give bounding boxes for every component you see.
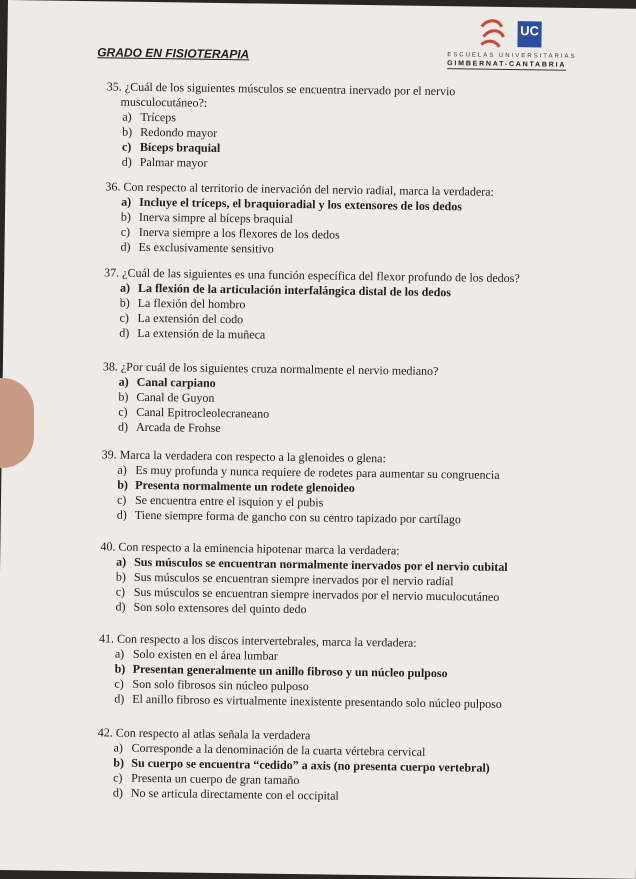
- logo-subtitle: ESCUELAS UNIVERSITARIAS: [447, 52, 577, 60]
- option-c: c) Bíceps braquial: [121, 139, 221, 155]
- question-42: [97, 725, 538, 806]
- option-a: a) Canal carpiano: [118, 374, 216, 390]
- option-d: d) Tiene siempre forma de gancho con su centro tapizado por cartílago: [116, 507, 461, 527]
- question-text: 42. Con respecto al atlas señala la verdadera: [97, 725, 311, 743]
- page-title: GRADO EN FISIOTERAPIA: [97, 45, 250, 62]
- question-41: [98, 631, 539, 712]
- option-b: b) Su cuerpo se encuentra “cedido” a axis (no presenta cuerpo vertebral): [113, 755, 490, 775]
- option-d: d) El anillo fibroso es virtualmente inexistente presentando solo núcleo pulposo: [114, 691, 502, 711]
- option-c: c) Inerva siempre a los flexores de los dedos: [120, 224, 340, 242]
- university-logo: [447, 14, 578, 86]
- question-text: 37. ¿Cuál de las siguientes es una función específica del flexor profundo de los dedos?: [104, 265, 520, 286]
- option-d: d) Palmar mayor: [121, 154, 208, 170]
- option-a: a) Es muy profunda y nunca requiere de rodetes para aumentar su congruencia: [117, 462, 500, 482]
- option-a: a) Corresponde a la denominación de la cuarta vértebra cervical: [113, 740, 426, 759]
- question-text: 39. Marca la verdadera con respecto a la glenoides o glena:: [101, 447, 386, 466]
- question-39: [101, 447, 542, 528]
- option-c: c) Sus músculos se encuentran siempre inervados por el nervio muculocutáneo: [115, 584, 500, 604]
- question-36: [104, 179, 545, 260]
- question-text: 38. ¿Por cuál de los siguientes cruza normalmente el nervio mediano?: [102, 359, 439, 379]
- question-text: 36. Con respecto al territorio de inervación del nervio radial, marca la verdadera:: [105, 179, 494, 199]
- uc-badge: UC: [517, 21, 541, 47]
- option-d: d) Arcada de Frohse: [117, 419, 221, 436]
- question-text-continued: musculocutáneo?:: [120, 94, 208, 110]
- option-d: d) Es exclusivamente sensitivo: [120, 239, 274, 256]
- option-c: c) Se encuentra entre el isquion y el pubis: [116, 492, 324, 510]
- option-a: a) Solo existen en el área lumbar: [114, 646, 278, 663]
- option-d: d) La extensión de la muñeca: [119, 325, 266, 342]
- option-b: b) La flexión del hombro: [119, 295, 246, 312]
- logo-mark-icon: [475, 17, 509, 51]
- option-c: c) Presenta un cuerpo de gran tamaño: [113, 770, 300, 788]
- option-b: b) Presenta normalmente un rodete glenoideo: [117, 477, 355, 495]
- option-b: b) Inerva simpre al bíceps braquial: [120, 209, 294, 226]
- option-b: b) Sus músculos se encuentran siempre inervados por el nervio radial: [115, 569, 454, 589]
- question-37: [103, 265, 544, 346]
- question-text: 40. Con respecto a la eminencia hipotenar marca la verdadera:: [100, 539, 400, 558]
- option-c: c) Canal Epitrocleolecraneano: [118, 404, 270, 421]
- question-40: [99, 539, 540, 620]
- option-a: a) Sus músculos se encuentran normalmente inervados por el nervio cubital: [116, 554, 508, 575]
- option-a: a) La flexión de la articulación interfalángica distal de los dedos: [119, 280, 452, 300]
- option-d: d) No se articula directamente con el occipital: [112, 785, 339, 803]
- question-35: [106, 79, 547, 175]
- option-c: c) Son solo fibrosos sin núcleo pulposo: [114, 676, 309, 694]
- question-text: 35. ¿Cuál de los siguientes músculos se encuentra inervado por el nervio: [106, 79, 456, 99]
- option-d: d) Son solo extensores del quinto dedo: [115, 599, 307, 617]
- option-b: b) Presentan generalmente un anillo fibroso y un núcleo pulposo: [114, 661, 448, 681]
- option-a: a) Incluye el tríceps, el braquioradial y los extensores de los dedos: [121, 194, 463, 214]
- option-c: c) La extensión del codo: [119, 310, 244, 327]
- question-38: [102, 359, 543, 440]
- logo-institution: GIMBERNAT-CANTABRIA: [447, 60, 567, 69]
- option-b: b) Canal de Guyon: [118, 389, 215, 405]
- option-a: a) Tríceps: [122, 109, 177, 125]
- question-text: 41. Con respecto a los discos intervertebrales, marca la verdadera:: [98, 631, 417, 650]
- option-b: b) Redondo mayor: [122, 124, 218, 140]
